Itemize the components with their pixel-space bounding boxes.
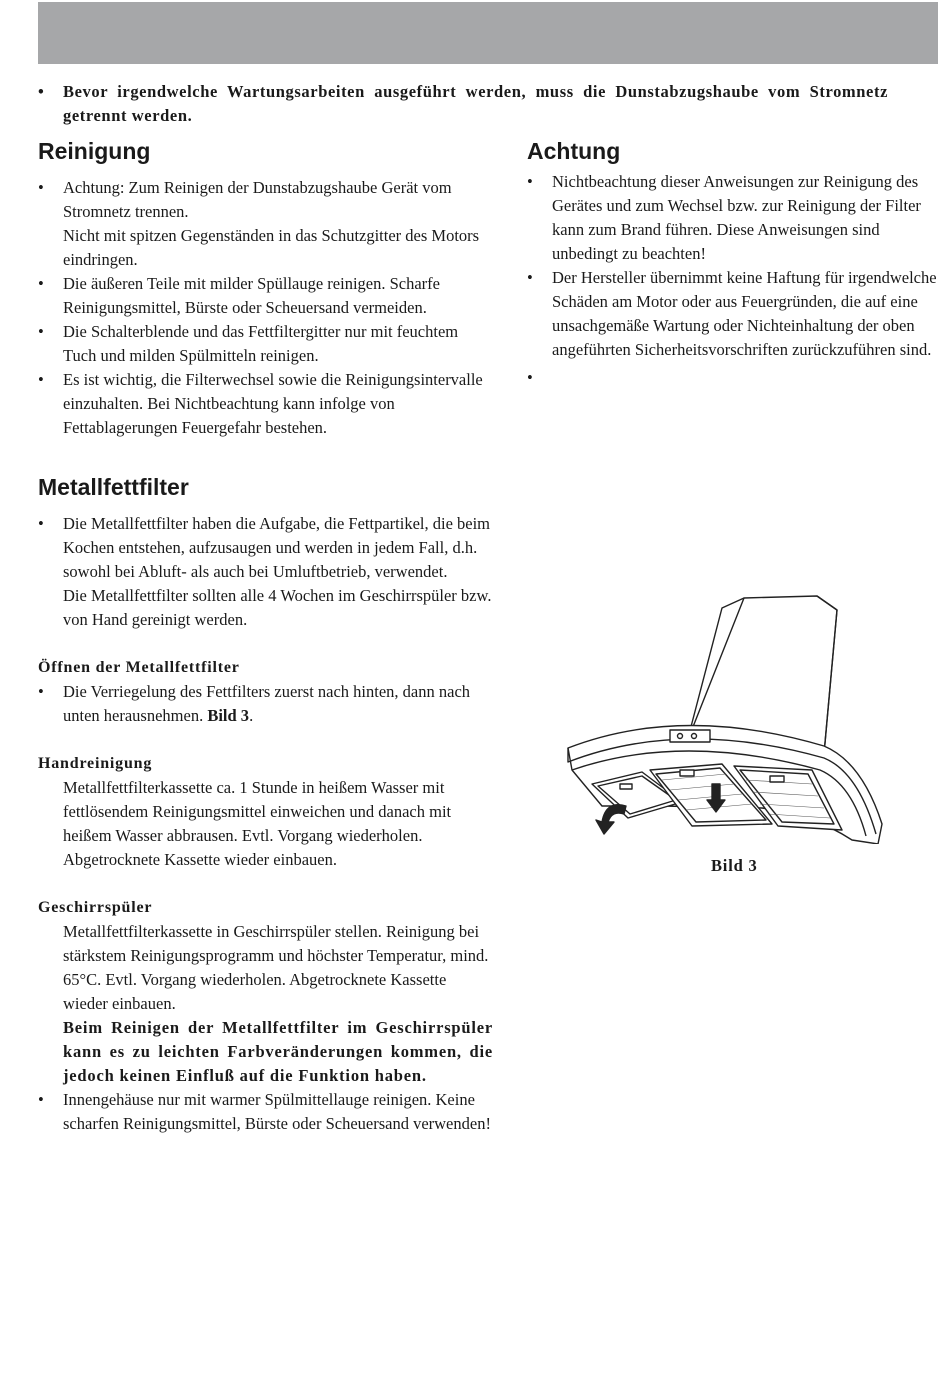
section-title-reinigung: Reinigung — [38, 138, 151, 164]
list-item: • Es ist wichtig, die Filterwechsel sowie die Reinigungsintervalle einzuhalten. Bei Nichtbeachtung kann infolge von Fettablagerungen Feuergefahr bestehen. — [38, 368, 493, 440]
dish-note: Beim Reinigen der Metallfettfilter im Geschirrspüler kann es zu leichten Farbveränderungen kommen, die jedoch keinen Einfluß auf die Funktion haben. — [63, 1018, 493, 1085]
section-title-metallfettfilter: Metallfettfilter — [38, 474, 189, 500]
left-column — [38, 136, 493, 1136]
control-panel — [670, 730, 710, 742]
arrow-curved-icon — [596, 805, 626, 834]
intro-warning — [38, 80, 888, 128]
figure-reference: Bild 3 — [207, 706, 250, 725]
filter-latch — [680, 770, 694, 776]
filter-latch — [620, 784, 632, 789]
list-item-text: Der Hersteller übernimmt keine Haftung für irgendwelche Schäden am Motor oder aus Feuergründen, die auf eine unsachgemäße Wartung oder Nichteinhaltung der oben angeführten Sicherheitsvorschriften zurückzuführen sind. — [552, 268, 937, 359]
list-item: • Die Metallfettfilter haben die Aufgabe, die Fettpartikel, die beim Kochen entstehen, aufzusaugen und werden in jedem Fall, d.h. sowohl bei Abluft- als auch bei Umluftbetrieb, verwendet. Die Metallfettfilter sollten alle 4 Wochen im Geschirrspüler bzw. von Hand gereinigt werden. — [38, 512, 493, 632]
list-item: • Die äußeren Teile mit milder Spüllauge reinigen. Scharfe Reinigungsmittel, Bürste oder Scheuersand vermeiden. — [38, 272, 493, 320]
list-item: • Die Schalterblende und das Fettfiltergitter nur mit feuchtem Tuch und milden Spülmitteln reinigen. — [38, 320, 493, 368]
list-item-text: Die Metallfettfilter haben die Aufgabe, die Fettpartikel, die beim Kochen entstehen, aufzusaugen und werden in jedem Fall, d.h. sowohl bei Abluft- als auch bei Umluftbetrieb, verwendet. — [63, 514, 491, 581]
list-item: • Die Verriegelung des Fettfilters zuerst nach hinten, dann nach unten herausnehmen. Bild 3. — [38, 682, 471, 725]
hand-text: Metallfettfilterkassette ca. 1 Stunde in heißem Wasser mit fettlösendem Reinigungsmittel einweichen und danach mit heißem Wasser abbrausen. Evtl. Vorgang wiederholen. Abgetrocknete Kassette wieder einbauen. — [63, 778, 452, 869]
range-hood-illustration — [562, 594, 892, 844]
list-item-text: Die Schalterblende und das Fettfiltergitter nur mit feuchtem Tuch und milden Spülmitteln reinigen. — [63, 322, 459, 365]
list-item-text: Nicht mit spitzen Gegenständen in das Schutzgitter des Motors eindringen. — [63, 226, 480, 269]
list-item-text: Innengehäuse nur mit warmer Spülmittellauge reinigen. Keine scharfen Reinigungsmittel, Bürste oder Scheuersand verwenden! — [63, 1090, 491, 1133]
section-title-achtung: Achtung — [527, 138, 621, 164]
list-item: • Der Hersteller übernimmt keine Haftung für irgendwelche Schäden am Motor oder aus Feuergründen, die auf eine unsachgemäße Wartung oder Nichteinhaltung der oben angeführten Sicherheitsvorschriften zurückzuführen sind. — [527, 266, 942, 362]
filter-latch — [770, 776, 784, 782]
list-item-text: Die Verriegelung des Fettfilters zuerst nach hinten, dann nach unten herausnehmen. — [63, 682, 471, 725]
dish-text: Metallfettfilterkassette in Geschirrspüler stellen. Reinigung bei stärkstem Reinigungsprogramm und höchster Temperatur, mind. 65°C. Evtl. Vorgang wiederholen. Abgetrocknete Kassette wieder einbauen. — [63, 922, 489, 1013]
intro-text: Bevor irgendwelche Wartungsarbeiten ausgeführt werden, muss die Dunstabzugshaube vom Stromnetz getrennt werden. — [63, 82, 888, 125]
list-item: • Achtung: Zum Reinigen der Dunstabzugshaube Gerät vom Stromnetz trennen. Nicht mit spitzen Gegenständen in das Schutzgitter des Motors eindringen. — [38, 176, 493, 272]
list-item-text: Die äußeren Teile mit milder Spüllauge reinigen. Scharfe Reinigungsmittel, Bürste oder Scheuersand vermeiden. — [63, 274, 440, 317]
header-bar — [38, 2, 938, 64]
subheading-oeffnen: Öffnen der Metallfettfilter — [38, 659, 240, 676]
achtung-list — [527, 170, 942, 390]
list-item-text: Nichtbeachtung dieser Anweisungen zur Reinigung des Gerätes und zum Wechsel bzw. zur Reinigung der Filter kann zum Brand führen. Diese Anweisungen sind unbedingt zu beachten! — [552, 172, 921, 263]
right-column — [527, 136, 942, 390]
list-item: • — [527, 366, 942, 390]
list-item-text: Achtung: Zum Reinigen der Dunstabzugshaube Gerät vom Stromnetz trennen. — [63, 178, 452, 221]
inner-list — [38, 1088, 493, 1136]
reinigung-list — [38, 176, 493, 440]
list-item: • Innengehäuse nur mit warmer Spülmittellauge reinigen. Keine scharfen Reinigungsmittel, Bürste oder Scheuersand verwenden! — [38, 1088, 493, 1136]
list-item-text: Es ist wichtig, die Filterwechsel sowie die Reinigungsintervalle einzuhalten. Bei Nichtbeachtung kann infolge von Fettablagerungen Feuergefahr bestehen. — [63, 370, 483, 437]
subheading-geschirrspueler: Geschirrspüler — [38, 899, 153, 916]
list-item: • Nichtbeachtung dieser Anweisungen zur Reinigung des Gerätes und zum Wechsel bzw. zur Reinigung der Filter kann zum Brand führen. Diese Anweisungen sind unbedingt zu beachten! — [527, 170, 942, 266]
list-item-text: Die Metallfettfilter sollten alle 4 Wochen im Geschirrspüler bzw. von Hand gereinigt werden. — [63, 586, 492, 629]
list-item-text — [552, 366, 942, 390]
bullet: • — [38, 82, 45, 101]
period: . — [249, 706, 254, 725]
metall-intro-list — [38, 512, 493, 632]
open-list — [38, 680, 493, 728]
subheading-handreinigung: Handreinigung — [38, 755, 153, 772]
figure-caption: Bild 3 — [711, 856, 758, 875]
